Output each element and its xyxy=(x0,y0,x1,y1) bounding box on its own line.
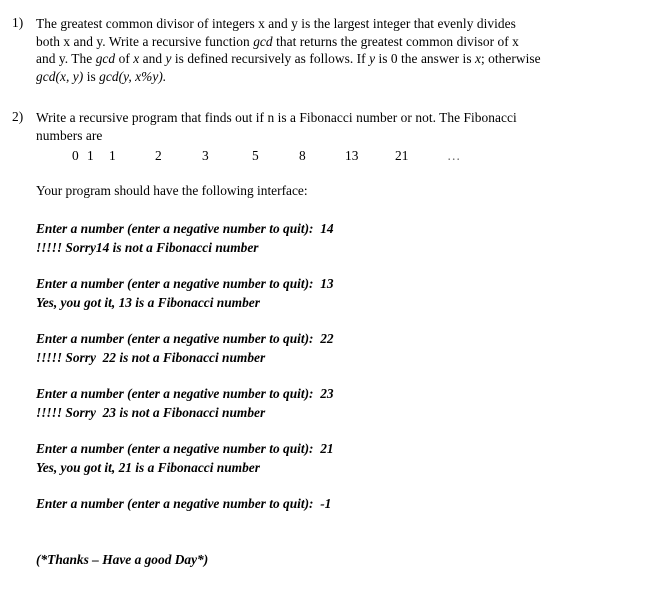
italic-term: y xyxy=(369,51,376,66)
text-line: The greatest common divisor of integers x and y is the largest integer that evenly divides xyxy=(36,16,516,31)
transcript-entry xyxy=(36,495,636,514)
response-line: Yes, you got it, 21 is a Fibonacci number xyxy=(36,459,260,475)
italic-term: x xyxy=(133,51,140,66)
italic-term: gcd(x, y) xyxy=(36,68,84,84)
question-number: 2) xyxy=(12,109,24,124)
fibonacci-sequence xyxy=(72,148,492,166)
fibonacci-number: 0 xyxy=(72,148,79,163)
prompt-line: Enter a number (enter a negative number to quit): 22 xyxy=(36,331,334,346)
fibonacci-number: … xyxy=(447,148,461,163)
text-line: gcd(x, y) is gcd(y, x%y). xyxy=(36,68,167,84)
question-number: 1) xyxy=(12,15,24,30)
italic-term: y xyxy=(165,51,172,66)
italic-term: gcd(y, x%y). xyxy=(99,68,167,84)
transcript-entry xyxy=(36,440,636,477)
transcript-entry xyxy=(36,275,636,312)
response-line: Yes, you got it, 13 is a Fibonacci number xyxy=(36,294,260,310)
fibonacci-number: 5 xyxy=(252,148,259,163)
prompt-line: Enter a number (enter a negative number to quit): 21 xyxy=(36,441,334,456)
fibonacci-number: 3 xyxy=(202,148,209,163)
prompt-line: Enter a number (enter a negative number to quit): 14 xyxy=(36,221,334,236)
fibonacci-number: 8 xyxy=(299,148,306,163)
fibonacci-number: 2 xyxy=(155,148,162,163)
fibonacci-number: 13 xyxy=(345,148,359,163)
question-text xyxy=(36,109,642,144)
italic-term: x xyxy=(475,51,481,66)
italic-term: gcd xyxy=(253,33,273,49)
transcript-entry xyxy=(36,330,636,367)
response-line: !!!!! Sorry 23 is not a Fibonacci number xyxy=(36,404,266,420)
response-line: !!!!! Sorry 22 is not a Fibonacci number xyxy=(36,349,266,365)
question-text xyxy=(36,15,642,85)
prompt-line: Enter a number (enter a negative number to quit): -1 xyxy=(36,496,332,511)
transcript-entry xyxy=(36,385,636,422)
fibonacci-number: 1 xyxy=(109,148,116,163)
transcript-entry xyxy=(36,220,636,257)
text-line: Write a recursive program that finds out if n is a Fibonacci number or not. The Fibonacci xyxy=(36,110,517,125)
closing-message: (*Thanks – Have a good Day*) xyxy=(36,552,209,567)
text-line: both x and y. Write a recursive function gcd that returns the greatest common divisor of x xyxy=(36,33,519,49)
text-line: numbers are xyxy=(36,127,103,143)
italic-term: gcd xyxy=(95,51,116,66)
interface-label: Your program should have the following interface: xyxy=(36,183,308,198)
prompt-line: Enter a number (enter a negative number to quit): 13 xyxy=(36,276,334,291)
response-line: !!!!! Sorry14 is not a Fibonacci number xyxy=(36,239,259,255)
text-line: and y. The gcd of x and y is defined recursively as follows. If y is 0 the answer is x; otherwise xyxy=(36,51,541,66)
prompt-line: Enter a number (enter a negative number to quit): 23 xyxy=(36,386,334,401)
fibonacci-number: 1 xyxy=(87,148,94,163)
fibonacci-number: 21 xyxy=(395,148,409,163)
